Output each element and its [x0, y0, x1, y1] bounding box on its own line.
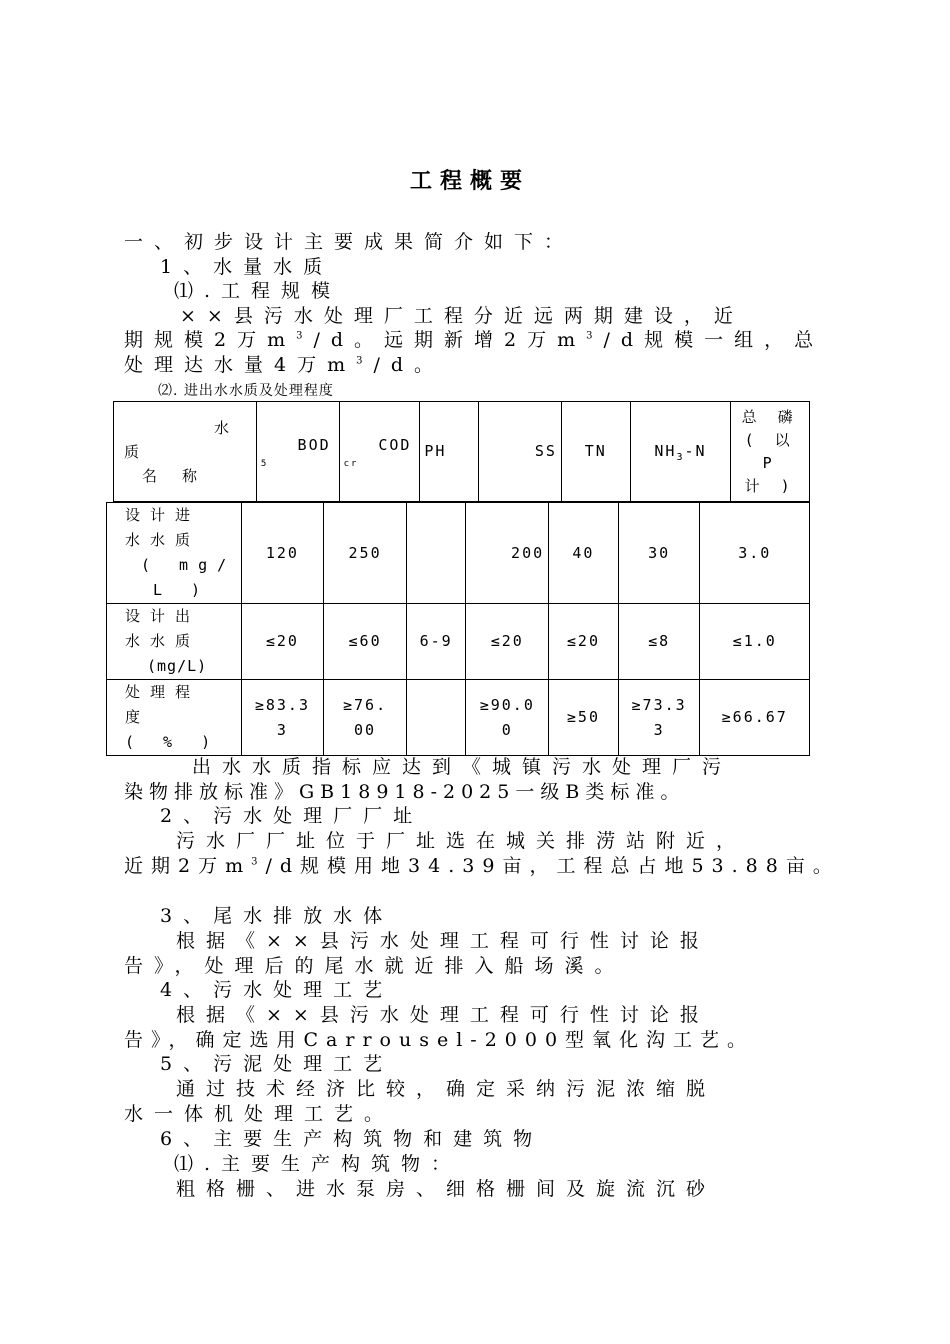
row-label-text: 设计进 [125, 506, 201, 524]
table-cell: ≥66.67 [700, 680, 810, 756]
table-cell: 6-9 [406, 604, 466, 680]
row-label-outlet [107, 604, 242, 680]
header-cell-nh3n [630, 402, 731, 502]
row-label-text: ( % ) [125, 733, 221, 751]
header-text: P [762, 453, 778, 472]
header-cell-ss: SS [479, 402, 562, 502]
paragraph-line: 通过技术经济比较，确定采纳污泥浓缩脱 [176, 1078, 717, 1100]
table-cell: 30 [618, 503, 700, 604]
subsection-tailwater: 3、尾水排放水体 [160, 905, 394, 927]
table-cell: 40 [549, 503, 619, 604]
table-cell: 3.0 [700, 503, 810, 604]
table-cell: ≥50 [549, 680, 619, 756]
paragraph-line: 染物排放标准》GB18918-2025一级B类标准。 [124, 781, 686, 803]
table-cell: ≤8 [618, 604, 700, 680]
subsection-plant-site: 2、污水处理厂厂址 [160, 805, 424, 827]
row-label-text: 水水质 [125, 632, 201, 650]
table-cell [406, 503, 466, 604]
table-cell: 200 [466, 503, 549, 604]
superscript: 3 [356, 355, 374, 367]
header-text: 质 [124, 442, 148, 461]
subsection-structures: 6、主要生产构筑物和建筑物 [160, 1128, 544, 1150]
subsection-treatment-process: 4、污水处理工艺 [160, 979, 394, 1001]
header-text: ( 以 [744, 430, 796, 449]
row-label-removal [107, 680, 242, 756]
header-cell-cod [339, 402, 420, 502]
page-title: 工程概要 [410, 168, 531, 194]
row-label-text: 水水质 [125, 531, 201, 549]
paragraph-line: 根据《××县污水处理工程可行性讨论报 [176, 930, 710, 952]
table-caption: ⑵. 进出水水质及处理程度 [158, 383, 334, 399]
header-sub: 5 [260, 459, 269, 469]
table-row [107, 503, 810, 604]
superscript: 3 [251, 856, 266, 868]
water-quality-header-table [113, 401, 810, 502]
water-quality-body-table [106, 502, 810, 756]
paragraph-line: ××县污水处理厂工程分近远两期建设，近 [180, 305, 744, 327]
paragraph-line: 根据《××县污水处理工程可行性讨论报 [176, 1004, 710, 1026]
table-cell: 120 [241, 503, 324, 604]
paragraph-line: 出水水质指标应达到《城镇污水处理厂污 [192, 756, 733, 778]
text-run: /d规模一组，总 [603, 329, 825, 351]
table-cell: ≥90.0 0 [466, 680, 549, 756]
table-cell: ≤20 [549, 604, 619, 680]
table-cell: ≤1.0 [700, 604, 810, 680]
paragraph-line: 水一体机处理工艺。 [124, 1103, 395, 1125]
header-text: BOD [297, 436, 331, 454]
header-text: NH [654, 442, 677, 460]
text-run: /d。远期新增2万m [313, 329, 587, 351]
row-label-text: 处理程 [125, 683, 201, 701]
table-cell [406, 680, 466, 756]
subscript: 3 [676, 452, 685, 463]
header-text: -N [684, 442, 707, 460]
header-text: 总 磷 [741, 407, 799, 426]
table-cell: ≥73.3 3 [618, 680, 700, 756]
header-text: 水 [214, 418, 238, 437]
table-row [107, 604, 810, 680]
superscript: 3 [586, 330, 604, 342]
table-cell: ≥76. 00 [324, 680, 407, 756]
text-run: /d。 [373, 354, 445, 376]
superscript: 3 [296, 330, 314, 342]
text-run: /d规模用地34.39亩，工程总占地53.88亩。 [265, 855, 840, 877]
paragraph-line [124, 854, 840, 878]
paragraph-line: 告》，处理后的尾水就近排入船场溪。 [124, 955, 625, 977]
text-run: 近期2万m [124, 855, 252, 877]
text-run: 期规模2万m [124, 329, 297, 351]
paragraph-line: 告》，确定选用Carrousel-2000型氧化沟工艺。 [124, 1029, 755, 1051]
header-cell-bod [256, 402, 339, 502]
row-label-text: (mg/L) [147, 657, 208, 675]
header-cell-total-phosphorus [731, 402, 810, 502]
text-run: 处理达水量4万m [124, 354, 357, 376]
header-text: 名 称 [142, 466, 206, 485]
subsection-water-quantity: 1、水量水质 [160, 256, 334, 278]
table-cell: ≤20 [241, 604, 324, 680]
section-heading-1: 一、初步设计主要成果简介如下： [124, 231, 575, 253]
header-cell-ph: PH [420, 402, 479, 502]
header-sub: cr [343, 459, 359, 469]
table-cell: ≤20 [466, 604, 549, 680]
row-label-text: 度 [125, 708, 151, 726]
row-label-text: 设计出 [125, 607, 201, 625]
paragraph-line: 粗格栅、进水泵房、细格栅间及旋流沉砂 [176, 1178, 717, 1200]
table-row [107, 680, 810, 756]
row-label-text: L ) [153, 581, 211, 599]
row-label-text: ( mg/ [141, 556, 237, 574]
header-cell-quality-name [114, 402, 257, 502]
table-cell: 250 [324, 503, 407, 604]
subsection-sludge-process: 5、污泥处理工艺 [160, 1053, 394, 1075]
item-main-structures: ⑴.主要生产构筑物： [174, 1153, 462, 1175]
row-label-inlet [107, 503, 242, 604]
header-cell-tn: TN [561, 402, 630, 502]
paragraph-line [124, 328, 824, 352]
header-text: COD [378, 436, 412, 454]
item-project-scale: ⑴.工程规模 [174, 280, 342, 302]
paragraph-line [124, 353, 444, 377]
header-text: 计 ) [744, 476, 796, 495]
paragraph-line: 污水厂厂址位于厂址选在城关排涝站附近， [176, 830, 747, 852]
table-cell: ≤60 [324, 604, 407, 680]
table-cell: ≥83.3 3 [241, 680, 324, 756]
